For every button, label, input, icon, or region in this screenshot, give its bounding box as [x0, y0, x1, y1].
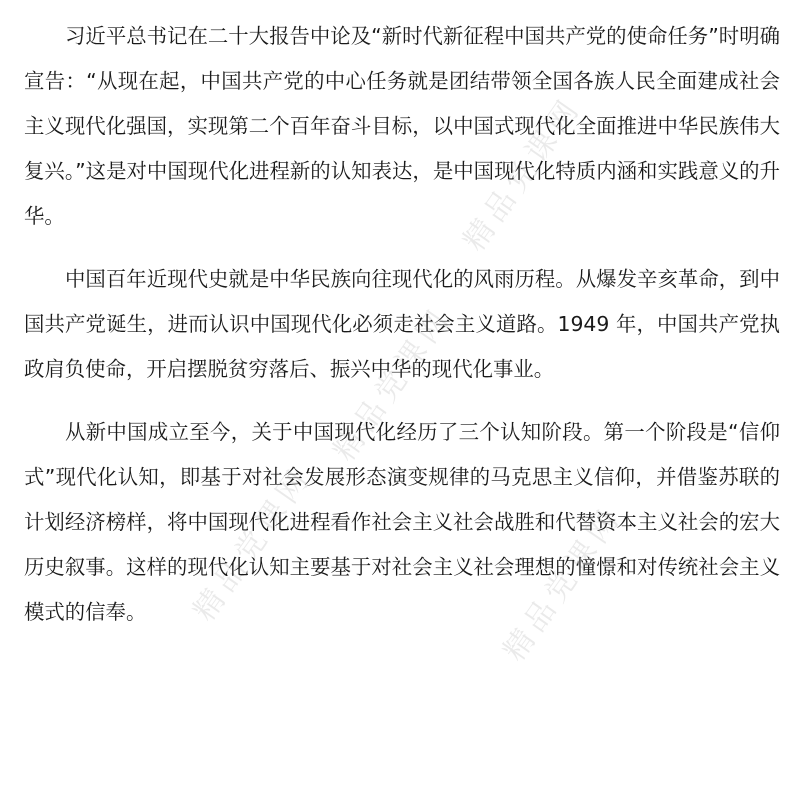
paragraph-3: 从新中国成立至今，关于中国现代化经历了三个认知阶段。第一个阶段是“信仰式”现代化认知，即基于对社会发展形态演变规律的马克思主义信仰，并借鉴苏联的计划经济榜样，将中国现代化进程看作社会主义社会战胜和代替资本主义社会的宏大历史叙事。这样的现代化认知主要基于对社会主义社会理想的憧憬和对传统社会主义模式的信奉。: [24, 420, 780, 624]
watermark: 精品党课网: [326, 300, 459, 468]
watermark: 精品党课网: [456, 90, 589, 258]
document-body: [24, 14, 780, 635]
paragraph-2: 中国百年近现代史就是中华民族向往现代化的风雨历程。从爆发辛亥革命，到中国共产党诞生，进而认识中国现代化必须走社会主义道路。1949 年，中国共产党执政肩负使命，开启摆脱贫穷落后、振兴中华的现代化事业。: [24, 267, 780, 381]
watermark: 精品党课网: [496, 500, 629, 668]
watermark: 精品党课网: [186, 460, 319, 628]
paragraph-1: 习近平总书记在二十大报告中论及“新时代新征程中国共产党的使命任务”时明确宣告：“从现在起，中国共产党的中心任务就是团结带领全国各族人民全面建成社会主义现代化强国，实现第二个百年奋斗目标，以中国式现代化全面推进中华民族伟大复兴。”这是对中国现代化进程新的认知表达，是中国现代化特质内涵和实践意义的升华。: [24, 24, 780, 228]
